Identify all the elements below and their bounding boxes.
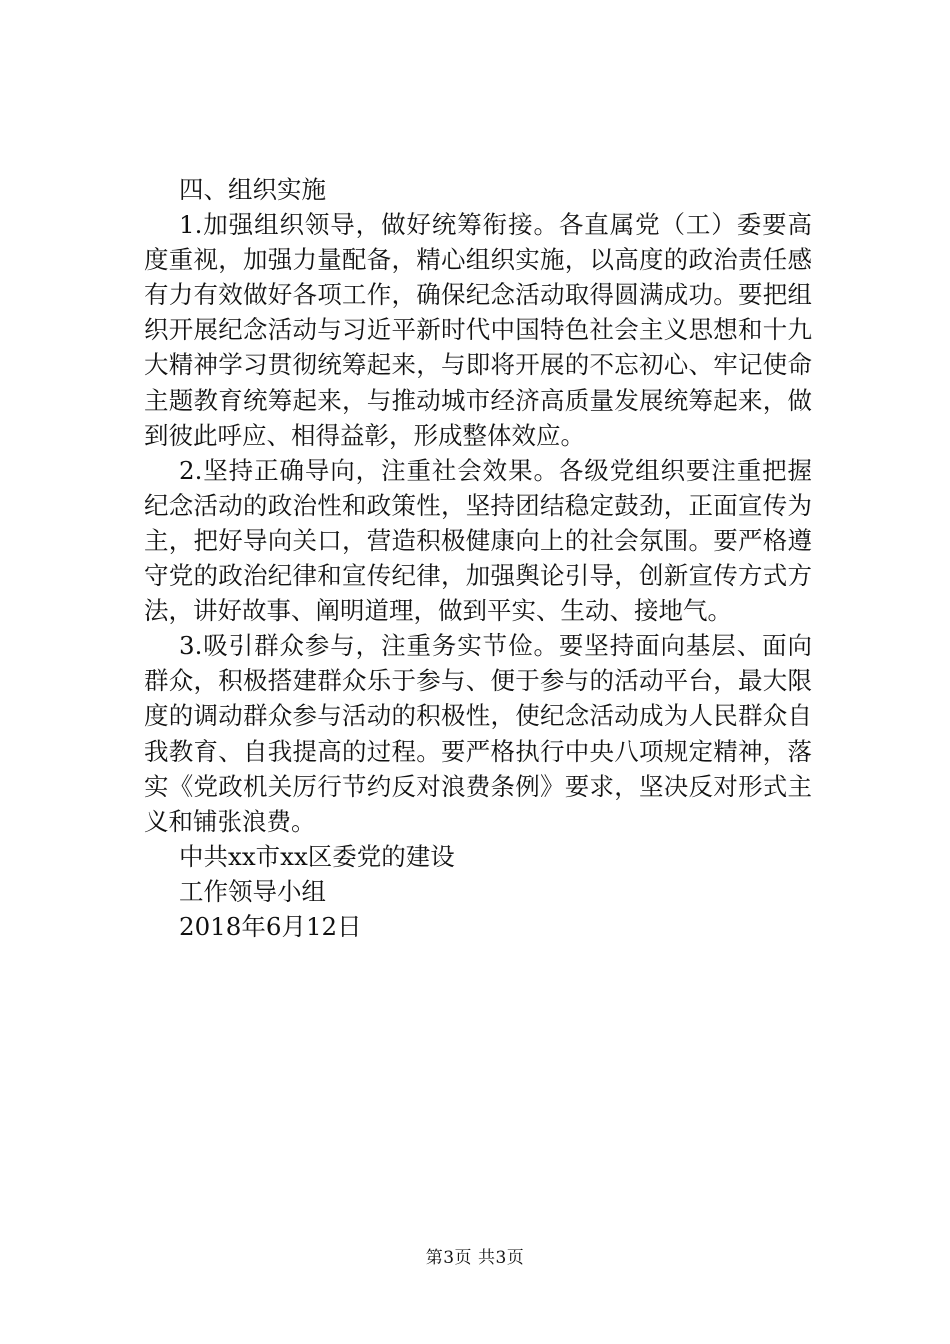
paragraph-2: 2.坚持正确导向，注重社会效果。各级党组织要注重把握纪念活动的政治性和政策性，坚持团结稳定鼓劲，正面宣传为主，把好导向关口，营造积极健康向上的社会氛围。要严格遵守党的政治纪律和宣传纪律，加强舆论引导，创新宣传方式方法，讲好故事、阐明道理，做到平实、生动、接地气。: [144, 455, 812, 626]
paragraph-1: 1.加强组织领导，做好统筹衔接。各直属党（工）委要高度重视，加强力量配备，精心组织实施，以高度的政治责任感有力有效做好各项工作，确保纪念活动取得圆满成功。要把组织开展纪念活动与习近平新时代中国特色社会主义思想和十九大精神学习贯彻统筹起来，与即将开展的不忘初心、牢记使命主题教育统筹起来，与推动城市经济高质量发展统筹起来，做到彼此呼应、相得益彰，形成整体效应。: [144, 210, 812, 450]
signature-org-line2: 工作领导小组: [179, 876, 326, 906]
paragraph-3: 3.吸引群众参与，注重务实节俭。要坚持面向基层、面向群众，积极搭建群众乐于参与、便于参与的活动平台，最大限度的调动群众参与活动的积极性，使纪念活动成为人民群众自我教育、自我提高的过程。要严格执行中央八项规定精神，落实《党政机关厉行节约反对浪费条例》要求，坚决反对形式主义和铺张浪费。: [144, 631, 812, 836]
section-heading: 四、组织实施: [179, 175, 326, 204]
signature-org-line1: 中共xx市xx区委党的建设: [179, 841, 455, 871]
signature-date: 2018年6月12日: [179, 911, 362, 941]
page-number-footer: 第3页 共3页: [425, 1248, 525, 1268]
document-body: [144, 172, 812, 944]
